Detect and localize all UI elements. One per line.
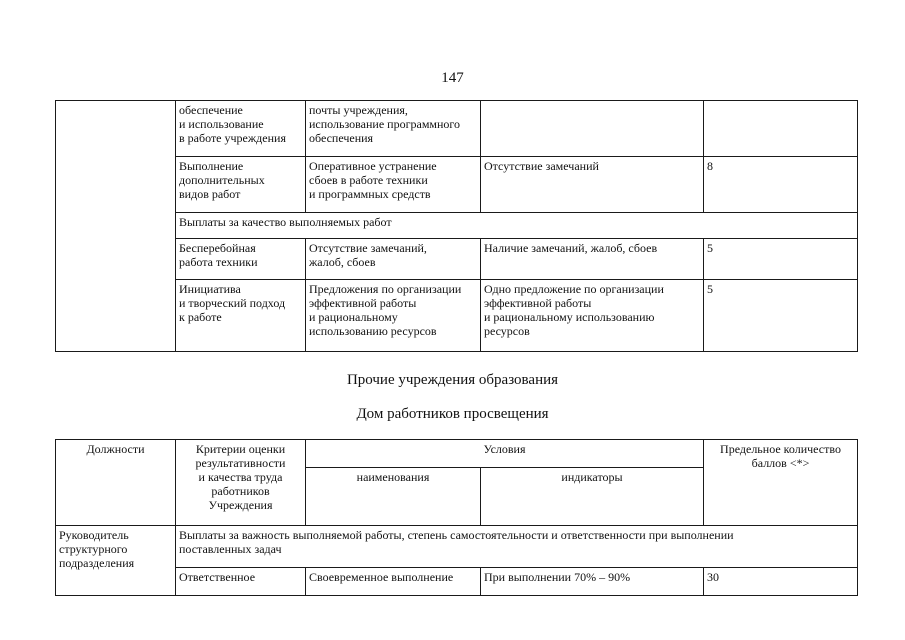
page-number: 147 <box>441 70 464 86</box>
criteria-table <box>55 439 858 596</box>
table-section-row <box>56 213 858 239</box>
condition-name-cell: Своевременное выполнение <box>306 568 481 596</box>
position-cell-empty <box>56 101 176 352</box>
points-cell <box>704 101 858 157</box>
table-row <box>56 157 858 213</box>
points-cell: 30 <box>704 568 858 596</box>
criteria-table-continued <box>55 100 858 352</box>
criterion-cell: Ответственное <box>176 568 306 596</box>
table-row <box>56 239 858 280</box>
header-max-points: Предельное количество баллов <*> <box>704 440 858 526</box>
position-cell: Руководитель структурного подразделения <box>56 526 176 596</box>
criterion-cell: обеспечение и использование в работе учреждения <box>176 101 306 157</box>
table-row <box>56 568 858 596</box>
condition-indicator-cell <box>481 101 704 157</box>
condition-name-cell: Оперативное устранение сбоев в работе техники и программных средств <box>306 157 481 213</box>
header-criteria: Критерии оценки результативности и качества труда работников Учреждения <box>176 440 306 526</box>
table-header-row <box>56 440 858 468</box>
criterion-cell: Инициатива и творческий подход к работе <box>176 280 306 352</box>
table-row <box>56 280 858 352</box>
header-indicators: индикаторы <box>481 468 704 526</box>
header-conditions: Условия <box>306 440 704 468</box>
condition-name-cell: почты учреждения, использование программного обеспечения <box>306 101 481 157</box>
subsection-title: Дом работников просвещения <box>356 406 549 422</box>
section-band: Выплаты за важность выполняемой работы, степень самостоятельности и ответственности при выполнении поставленных задач <box>176 526 858 568</box>
condition-name-cell: Предложения по организации эффективной работы и рациональному использованию ресурсов <box>306 280 481 352</box>
condition-indicator-cell: При выполнении 70% – 90% <box>481 568 704 596</box>
section-band: Выплаты за качество выполняемых работ <box>176 213 858 239</box>
condition-indicator-cell: Отсутствие замечаний <box>481 157 704 213</box>
condition-indicator-cell: Одно предложение по организации эффективной работы и рациональному использованию ресурсов <box>481 280 704 352</box>
header-positions: Должности <box>56 440 176 526</box>
section-title: Прочие учреждения образования <box>346 372 559 388</box>
points-cell: 5 <box>704 239 858 280</box>
points-cell: 8 <box>704 157 858 213</box>
points-cell: 5 <box>704 280 858 352</box>
table-row <box>56 101 858 157</box>
table-section-row <box>56 526 858 568</box>
criterion-cell: Бесперебойная работа техники <box>176 239 306 280</box>
header-names: наименования <box>306 468 481 526</box>
condition-name-cell: Отсутствие замечаний, жалоб, сбоев <box>306 239 481 280</box>
criterion-cell: Выполнение дополнительных видов работ <box>176 157 306 213</box>
condition-indicator-cell: Наличие замечаний, жалоб, сбоев <box>481 239 704 280</box>
